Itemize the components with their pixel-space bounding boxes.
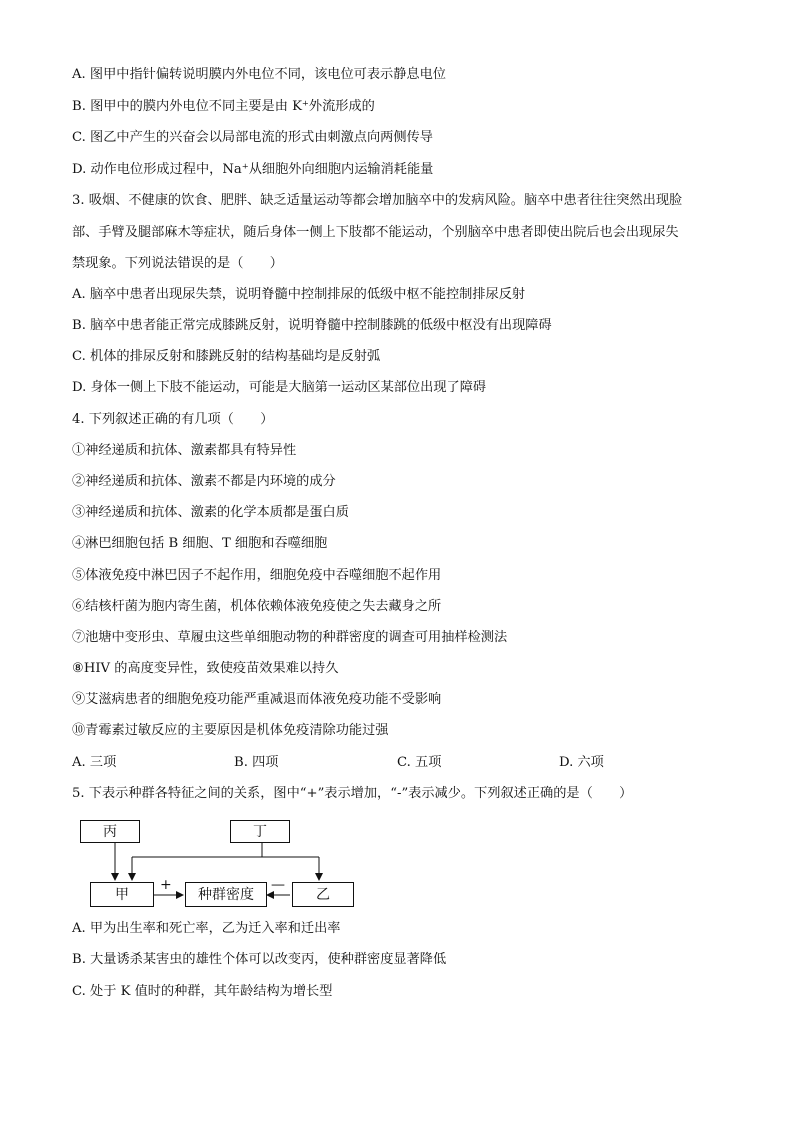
q2-option-d: D. 动作电位形成过程中，Na⁺从细胞外向细胞内运输消耗能量 bbox=[72, 162, 434, 177]
q4-statement-7: ⑦池塘中变形虫、草履虫这些单细胞动物的种群密度的调查可用抽样检测法 bbox=[72, 630, 508, 645]
q4-option-a: A. 三项 bbox=[72, 755, 117, 770]
q3-option-c: C. 机体的排尿反射和膝跳反射的结构基础均是反射弧 bbox=[72, 349, 381, 364]
q3-option-d: D. 身体一侧上下肢不能运动，可能是大脑第一运动区某部位出现了障碍 bbox=[72, 380, 487, 395]
q2-option-a: A. 图甲中指针偏转说明膜内外电位不同，该电位可表示静息电位 bbox=[72, 67, 446, 82]
q4-option-c: C. 五项 bbox=[397, 755, 442, 770]
q4-option-d: D. 六项 bbox=[559, 755, 604, 770]
q4-stem: 4. 下列叙述正确的有几项（ ） bbox=[72, 412, 274, 427]
q3-option-b: B. 脑卒中患者能正常完成膝跳反射，说明脊髓中控制膝跳的低级中枢没有出现障碍 bbox=[72, 318, 552, 333]
q4-option-b: B. 四项 bbox=[234, 755, 279, 770]
box-population-density: 种群密度 bbox=[185, 882, 267, 907]
q2-option-b: B. 图甲中的膜内外电位不同主要是由 K⁺外流形成的 bbox=[72, 99, 375, 114]
q4-statement-2: ②神经递质和抗体、激素不都是内环境的成分 bbox=[72, 474, 336, 489]
q4-statement-4: ④淋巴细胞包括 B 细胞、T 细胞和吞噬细胞 bbox=[72, 536, 328, 551]
q3-stem-line-2: 部、手臂及腿部麻木等症状，随后身体一侧上下肢都不能运动，个别脑卒中患者即使出院后也会出现尿失 bbox=[72, 225, 679, 240]
box-jia: 甲 bbox=[90, 882, 154, 907]
q4-statement-5: ⑤体液免疫中淋巴因子不起作用，细胞免疫中吞噬细胞不起作用 bbox=[72, 568, 442, 583]
box-bing: 丙 bbox=[80, 820, 140, 843]
q3-stem-line-3: 禁现象。下列说法错误的是（ ） bbox=[72, 256, 283, 271]
box-ding: 丁 bbox=[230, 820, 290, 843]
box-yi: 乙 bbox=[292, 882, 354, 907]
plus-sign: + bbox=[160, 877, 172, 893]
q5-option-b: B. 大量诱杀某害虫的雄性个体可以改变丙，使种群密度显著降低 bbox=[72, 952, 447, 967]
q5-option-a: A. 甲为出生率和死亡率，乙为迁入率和迁出率 bbox=[72, 921, 341, 936]
q4-statement-3: ③神经递质和抗体、激素的化学本质都是蛋白质 bbox=[72, 505, 349, 520]
q4-statement-6: ⑥结核杆菌为胞内寄生菌，机体依赖体液免疫使之失去藏身之所 bbox=[72, 599, 442, 614]
q5-stem: 5. 下表示种群各特征之间的关系，图中“+”表示增加，“-”表示减少。下列叙述正确的是（ ） bbox=[72, 786, 633, 801]
minus-sign: — bbox=[271, 877, 285, 893]
q3-stem-line-1: 3. 吸烟、不健康的饮食、肥胖、缺乏适量运动等都会增加脑卒中的发病风险。脑卒中患者往往突然出现脸 bbox=[72, 193, 683, 208]
q5-option-c: C. 处于 K 值时的种群，其年龄结构为增长型 bbox=[72, 984, 333, 999]
q4-statement-10: ⑩青霉素过敏反应的主要原因是机体免疫清除功能过强 bbox=[72, 723, 389, 738]
population-feature-diagram bbox=[72, 814, 372, 914]
q2-option-c: C. 图乙中产生的兴奋会以局部电流的形式由刺激点向两侧传导 bbox=[72, 130, 433, 145]
q4-statement-9: ⑨艾滋病患者的细胞免疫功能严重减退而体液免疫功能不受影响 bbox=[72, 692, 442, 707]
q3-option-a: A. 脑卒中患者出现尿失禁，说明脊髓中控制排尿的低级中枢不能控制排尿反射 bbox=[72, 287, 526, 302]
q4-statement-1: ①神经递质和抗体、激素都具有特异性 bbox=[72, 443, 297, 458]
q4-statement-8: ⑧HIV 的高度变异性，致使疫苗效果难以持久 bbox=[72, 661, 339, 676]
